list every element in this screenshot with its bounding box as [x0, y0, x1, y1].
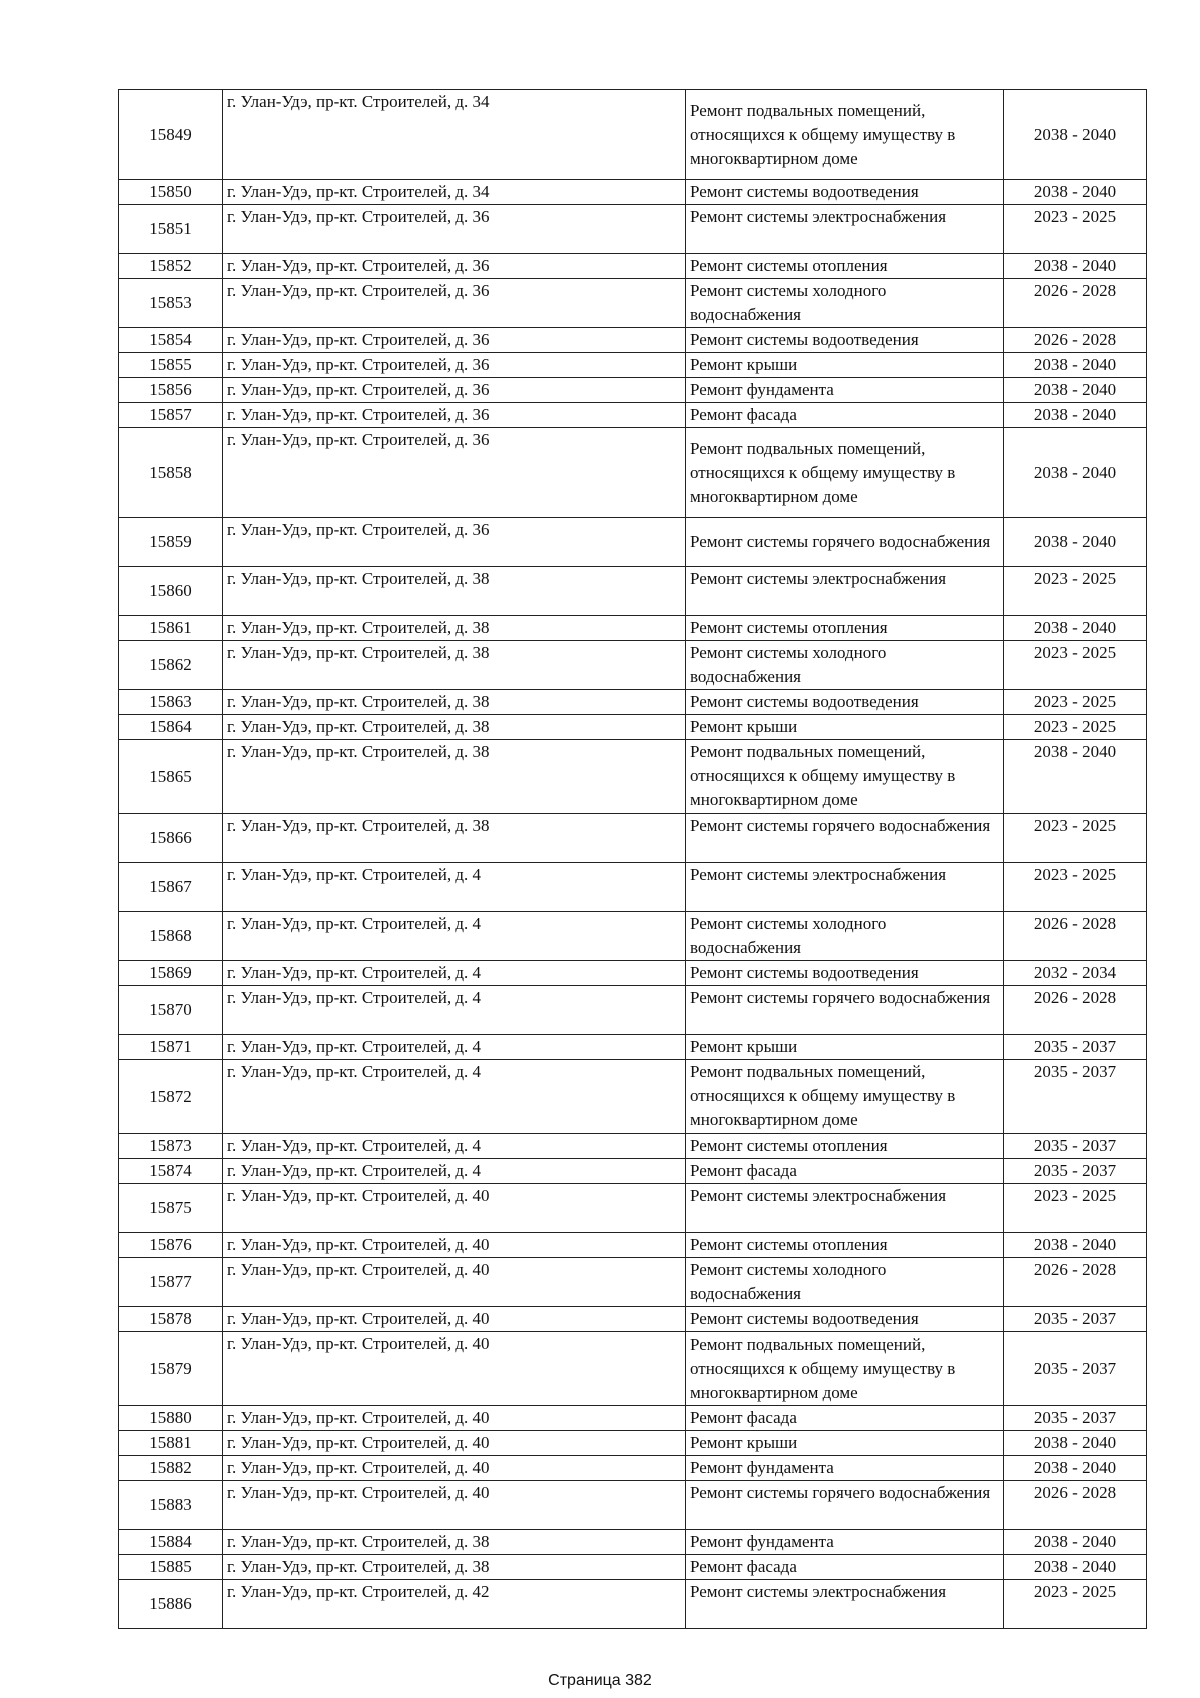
address-cell: г. Улан-Удэ, пр-кт. Строителей, д. 34 — [223, 90, 686, 180]
row-number: 15872 — [119, 1060, 223, 1134]
work-type-cell: Ремонт системы электроснабжения — [686, 1184, 1004, 1233]
address-cell: г. Улан-Удэ, пр-кт. Строителей, д. 34 — [223, 180, 686, 205]
period-cell: 2038 - 2040 — [1004, 740, 1147, 814]
address-cell: г. Улан-Удэ, пр-кт. Строителей, д. 4 — [223, 1134, 686, 1159]
period-cell: 2023 - 2025 — [1004, 715, 1147, 740]
row-number: 15879 — [119, 1332, 223, 1406]
table-row — [119, 1307, 1147, 1332]
work-type-cell: Ремонт системы водоотведения — [686, 1307, 1004, 1332]
address-cell: г. Улан-Удэ, пр-кт. Строителей, д. 40 — [223, 1481, 686, 1530]
period-cell: 2023 - 2025 — [1004, 814, 1147, 863]
work-type-cell: Ремонт системы отопления — [686, 1134, 1004, 1159]
work-type-cell: Ремонт крыши — [686, 1035, 1004, 1060]
page-number: Страница 382 — [548, 1672, 652, 1689]
work-type-cell: Ремонт системы горячего водоснабжения — [686, 986, 1004, 1035]
address-cell: г. Улан-Удэ, пр-кт. Строителей, д. 40 — [223, 1258, 686, 1307]
table-row — [119, 1258, 1147, 1307]
period-cell: 2038 - 2040 — [1004, 1555, 1147, 1580]
period-cell: 2038 - 2040 — [1004, 518, 1147, 567]
period-cell: 2026 - 2028 — [1004, 279, 1147, 328]
period-cell: 2023 - 2025 — [1004, 690, 1147, 715]
work-type-cell: Ремонт крыши — [686, 715, 1004, 740]
address-cell: г. Улан-Удэ, пр-кт. Строителей, д. 4 — [223, 961, 686, 986]
table-row — [119, 814, 1147, 863]
period-cell: 2023 - 2025 — [1004, 863, 1147, 912]
period-cell: 2038 - 2040 — [1004, 1530, 1147, 1555]
address-cell: г. Улан-Удэ, пр-кт. Строителей, д. 4 — [223, 1060, 686, 1134]
table-row — [119, 690, 1147, 715]
period-cell: 2023 - 2025 — [1004, 641, 1147, 690]
row-number: 15861 — [119, 616, 223, 641]
period-cell: 2035 - 2037 — [1004, 1060, 1147, 1134]
row-number: 15859 — [119, 518, 223, 567]
address-cell: г. Улан-Удэ, пр-кт. Строителей, д. 40 — [223, 1431, 686, 1456]
work-type-cell: Ремонт системы отопления — [686, 616, 1004, 641]
row-number: 15851 — [119, 205, 223, 254]
row-number: 15874 — [119, 1159, 223, 1184]
work-type-cell: Ремонт системы отопления — [686, 254, 1004, 279]
repair-schedule-table — [118, 89, 1147, 1629]
work-type-cell: Ремонт подвальных помещений, относящихся к общему имуществу в многоквартирном доме — [686, 428, 1004, 518]
table-row — [119, 1580, 1147, 1629]
work-type-cell: Ремонт системы горячего водоснабжения — [686, 1481, 1004, 1530]
address-cell: г. Улан-Удэ, пр-кт. Строителей, д. 36 — [223, 279, 686, 328]
table-row — [119, 1159, 1147, 1184]
period-cell: 2023 - 2025 — [1004, 1184, 1147, 1233]
row-number: 15850 — [119, 180, 223, 205]
table-row — [119, 279, 1147, 328]
period-cell: 2023 - 2025 — [1004, 205, 1147, 254]
period-cell: 2035 - 2037 — [1004, 1307, 1147, 1332]
address-cell: г. Улан-Удэ, пр-кт. Строителей, д. 36 — [223, 205, 686, 254]
period-cell: 2032 - 2034 — [1004, 961, 1147, 986]
table-row — [119, 403, 1147, 428]
work-type-cell: Ремонт подвальных помещений, относящихся к общему имуществу в многоквартирном доме — [686, 1332, 1004, 1406]
work-type-cell: Ремонт фундамента — [686, 378, 1004, 403]
work-type-cell: Ремонт системы горячего водоснабжения — [686, 814, 1004, 863]
work-type-cell: Ремонт подвальных помещений, относящихся к общему имуществу в многоквартирном доме — [686, 740, 1004, 814]
address-cell: г. Улан-Удэ, пр-кт. Строителей, д. 36 — [223, 353, 686, 378]
table-row — [119, 715, 1147, 740]
work-type-cell: Ремонт системы водоотведения — [686, 961, 1004, 986]
work-type-cell: Ремонт системы холодного водоснабжения — [686, 912, 1004, 961]
period-cell: 2023 - 2025 — [1004, 567, 1147, 616]
row-number: 15877 — [119, 1258, 223, 1307]
address-cell: г. Улан-Удэ, пр-кт. Строителей, д. 40 — [223, 1307, 686, 1332]
row-number: 15886 — [119, 1580, 223, 1629]
period-cell: 2038 - 2040 — [1004, 353, 1147, 378]
row-number: 15880 — [119, 1406, 223, 1431]
row-number: 15863 — [119, 690, 223, 715]
address-cell: г. Улан-Удэ, пр-кт. Строителей, д. 36 — [223, 518, 686, 567]
address-cell: г. Улан-Удэ, пр-кт. Строителей, д. 38 — [223, 641, 686, 690]
table-row — [119, 1530, 1147, 1555]
table-row — [119, 1481, 1147, 1530]
table-row — [119, 518, 1147, 567]
table-row — [119, 90, 1147, 180]
work-type-cell: Ремонт системы электроснабжения — [686, 1580, 1004, 1629]
period-cell: 2035 - 2037 — [1004, 1406, 1147, 1431]
work-type-cell: Ремонт подвальных помещений, относящихся к общему имуществу в многоквартирном доме — [686, 1060, 1004, 1134]
address-cell: г. Улан-Удэ, пр-кт. Строителей, д. 40 — [223, 1184, 686, 1233]
address-cell: г. Улан-Удэ, пр-кт. Строителей, д. 36 — [223, 328, 686, 353]
table-row — [119, 1406, 1147, 1431]
table-row — [119, 616, 1147, 641]
table-row — [119, 1060, 1147, 1134]
work-type-cell: Ремонт крыши — [686, 1431, 1004, 1456]
period-cell: 2026 - 2028 — [1004, 912, 1147, 961]
period-cell: 2038 - 2040 — [1004, 254, 1147, 279]
period-cell: 2035 - 2037 — [1004, 1332, 1147, 1406]
row-number: 15856 — [119, 378, 223, 403]
row-number: 15876 — [119, 1233, 223, 1258]
address-cell: г. Улан-Удэ, пр-кт. Строителей, д. 40 — [223, 1233, 686, 1258]
row-number: 15884 — [119, 1530, 223, 1555]
table-row — [119, 961, 1147, 986]
period-cell: 2038 - 2040 — [1004, 403, 1147, 428]
work-type-cell: Ремонт фундамента — [686, 1530, 1004, 1555]
work-type-cell: Ремонт системы электроснабжения — [686, 205, 1004, 254]
address-cell: г. Улан-Удэ, пр-кт. Строителей, д. 36 — [223, 378, 686, 403]
table-row — [119, 1431, 1147, 1456]
work-type-cell: Ремонт системы водоотведения — [686, 690, 1004, 715]
period-cell: 2038 - 2040 — [1004, 180, 1147, 205]
address-cell: г. Улан-Удэ, пр-кт. Строителей, д. 40 — [223, 1406, 686, 1431]
address-cell: г. Улан-Удэ, пр-кт. Строителей, д. 36 — [223, 428, 686, 518]
table-row — [119, 567, 1147, 616]
row-number: 15865 — [119, 740, 223, 814]
table-row — [119, 1233, 1147, 1258]
work-type-cell: Ремонт системы холодного водоснабжения — [686, 1258, 1004, 1307]
row-number: 15858 — [119, 428, 223, 518]
work-type-cell: Ремонт системы отопления — [686, 1233, 1004, 1258]
period-cell: 2023 - 2025 — [1004, 1580, 1147, 1629]
row-number: 15868 — [119, 912, 223, 961]
period-cell: 2038 - 2040 — [1004, 428, 1147, 518]
work-type-cell: Ремонт фасада — [686, 403, 1004, 428]
address-cell: г. Улан-Удэ, пр-кт. Строителей, д. 36 — [223, 403, 686, 428]
table-row — [119, 1555, 1147, 1580]
table-row — [119, 1134, 1147, 1159]
address-cell: г. Улан-Удэ, пр-кт. Строителей, д. 38 — [223, 814, 686, 863]
table-row — [119, 740, 1147, 814]
table-row — [119, 863, 1147, 912]
table-row — [119, 205, 1147, 254]
table-row — [119, 986, 1147, 1035]
address-cell: г. Улан-Удэ, пр-кт. Строителей, д. 38 — [223, 1530, 686, 1555]
row-number: 15864 — [119, 715, 223, 740]
period-cell: 2038 - 2040 — [1004, 1233, 1147, 1258]
work-type-cell: Ремонт фасада — [686, 1159, 1004, 1184]
work-type-cell: Ремонт системы электроснабжения — [686, 863, 1004, 912]
row-number: 15855 — [119, 353, 223, 378]
address-cell: г. Улан-Удэ, пр-кт. Строителей, д. 4 — [223, 1035, 686, 1060]
period-cell: 2035 - 2037 — [1004, 1159, 1147, 1184]
address-cell: г. Улан-Удэ, пр-кт. Строителей, д. 4 — [223, 863, 686, 912]
row-number: 15873 — [119, 1134, 223, 1159]
address-cell: г. Улан-Удэ, пр-кт. Строителей, д. 40 — [223, 1456, 686, 1481]
row-number: 15883 — [119, 1481, 223, 1530]
period-cell: 2038 - 2040 — [1004, 378, 1147, 403]
work-type-cell: Ремонт фасада — [686, 1555, 1004, 1580]
period-cell: 2026 - 2028 — [1004, 986, 1147, 1035]
period-cell: 2038 - 2040 — [1004, 616, 1147, 641]
period-cell: 2035 - 2037 — [1004, 1134, 1147, 1159]
work-type-cell: Ремонт системы водоотведения — [686, 328, 1004, 353]
row-number: 15857 — [119, 403, 223, 428]
row-number: 15854 — [119, 328, 223, 353]
row-number: 15862 — [119, 641, 223, 690]
work-type-cell: Ремонт системы электроснабжения — [686, 567, 1004, 616]
period-cell: 2026 - 2028 — [1004, 1258, 1147, 1307]
address-cell: г. Улан-Удэ, пр-кт. Строителей, д. 38 — [223, 616, 686, 641]
table-body — [119, 90, 1147, 1629]
period-cell: 2038 - 2040 — [1004, 90, 1147, 180]
address-cell: г. Улан-Удэ, пр-кт. Строителей, д. 40 — [223, 1332, 686, 1406]
row-number: 15881 — [119, 1431, 223, 1456]
table-row — [119, 353, 1147, 378]
row-number: 15882 — [119, 1456, 223, 1481]
row-number: 15849 — [119, 90, 223, 180]
address-cell: г. Улан-Удэ, пр-кт. Строителей, д. 38 — [223, 567, 686, 616]
work-type-cell: Ремонт системы холодного водоснабжения — [686, 641, 1004, 690]
address-cell: г. Улан-Удэ, пр-кт. Строителей, д. 42 — [223, 1580, 686, 1629]
row-number: 15870 — [119, 986, 223, 1035]
row-number: 15869 — [119, 961, 223, 986]
period-cell: 2035 - 2037 — [1004, 1035, 1147, 1060]
table-row — [119, 378, 1147, 403]
row-number: 15852 — [119, 254, 223, 279]
table-row — [119, 1184, 1147, 1233]
table-row — [119, 1332, 1147, 1406]
work-type-cell: Ремонт системы холодного водоснабжения — [686, 279, 1004, 328]
work-type-cell: Ремонт фасада — [686, 1406, 1004, 1431]
row-number: 15853 — [119, 279, 223, 328]
table-row — [119, 328, 1147, 353]
row-number: 15871 — [119, 1035, 223, 1060]
row-number: 15860 — [119, 567, 223, 616]
work-type-cell: Ремонт системы горячего водоснабжения — [686, 518, 1004, 567]
row-number: 15878 — [119, 1307, 223, 1332]
row-number: 15885 — [119, 1555, 223, 1580]
row-number: 15875 — [119, 1184, 223, 1233]
address-cell: г. Улан-Удэ, пр-кт. Строителей, д. 4 — [223, 986, 686, 1035]
period-cell: 2038 - 2040 — [1004, 1431, 1147, 1456]
table-row — [119, 1456, 1147, 1481]
address-cell: г. Улан-Удэ, пр-кт. Строителей, д. 4 — [223, 912, 686, 961]
row-number: 15867 — [119, 863, 223, 912]
address-cell: г. Улан-Удэ, пр-кт. Строителей, д. 38 — [223, 690, 686, 715]
work-type-cell: Ремонт крыши — [686, 353, 1004, 378]
address-cell: г. Улан-Удэ, пр-кт. Строителей, д. 4 — [223, 1159, 686, 1184]
table-row — [119, 180, 1147, 205]
work-type-cell: Ремонт подвальных помещений, относящихся к общему имуществу в многоквартирном доме — [686, 90, 1004, 180]
row-number: 15866 — [119, 814, 223, 863]
work-type-cell: Ремонт фундамента — [686, 1456, 1004, 1481]
period-cell: 2026 - 2028 — [1004, 328, 1147, 353]
table-row — [119, 1035, 1147, 1060]
table-row — [119, 912, 1147, 961]
table-row — [119, 428, 1147, 518]
address-cell: г. Улан-Удэ, пр-кт. Строителей, д. 38 — [223, 740, 686, 814]
table-row — [119, 254, 1147, 279]
table-row — [119, 641, 1147, 690]
address-cell: г. Улан-Удэ, пр-кт. Строителей, д. 38 — [223, 715, 686, 740]
address-cell: г. Улан-Удэ, пр-кт. Строителей, д. 38 — [223, 1555, 686, 1580]
work-type-cell: Ремонт системы водоотведения — [686, 180, 1004, 205]
address-cell: г. Улан-Удэ, пр-кт. Строителей, д. 36 — [223, 254, 686, 279]
period-cell: 2026 - 2028 — [1004, 1481, 1147, 1530]
period-cell: 2038 - 2040 — [1004, 1456, 1147, 1481]
